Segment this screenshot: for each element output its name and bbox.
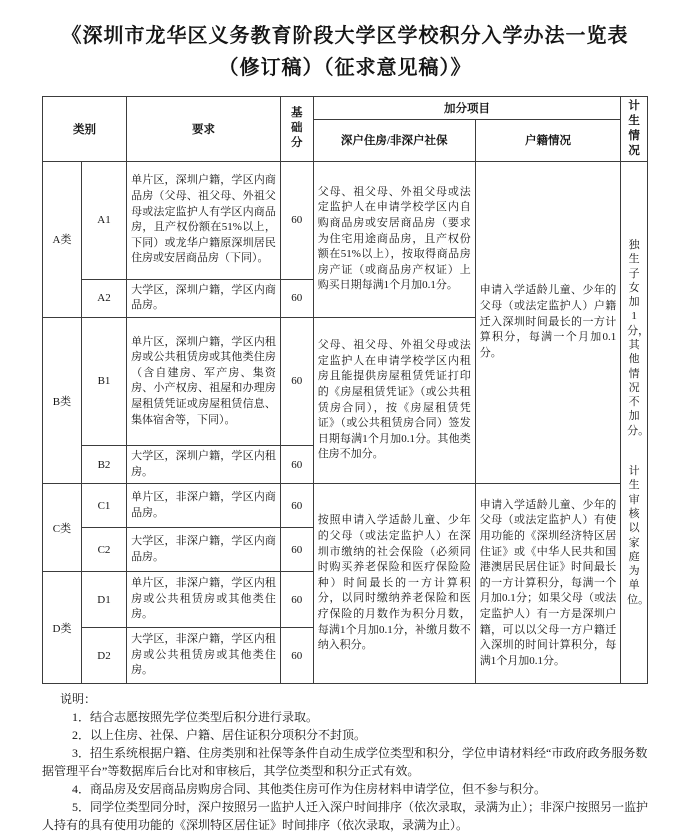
bonus-social-insurance-cd: 按照申请入学适龄儿童、少年的父母（或法定监护人）在深圳市缴纳的社会保险（必须同时购买养老保险和医疗保险险种）时间最长的一方计算积分，以同时缴纳养老保险和医疗保险的月数作为积分月数，每满1个月加0.1分，补缴月数不纳入积分。 [313, 484, 475, 684]
subcategory-b1: B1 [81, 317, 126, 445]
subcategory-a1: A1 [81, 161, 126, 279]
notes-label: 说明： [60, 692, 97, 707]
header-bonus-hukou: 户籍情况 [475, 119, 621, 161]
subcategory-a2: A2 [81, 279, 126, 317]
table-row [43, 161, 648, 279]
subcategory-d2: D2 [81, 628, 126, 684]
category-c: C类 [43, 484, 82, 572]
family-planning-text-2: 计生审核以家庭为单位。 [627, 465, 650, 606]
category-a: A类 [43, 161, 82, 317]
base-score-a1: 60 [280, 161, 313, 279]
header-requirement: 要求 [127, 97, 281, 162]
note-item-5: 5．同学位类型同分时，深户按照另一监护人迁入深户时间排序（依次录取，录满为止）；非深户按照另一监护人持有的具有使用功能的《深圳特区居住证》时间排序（依次录取，录满为止）。 [42, 800, 649, 833]
bonus-housing-a: 父母、祖父母、外祖父母或法定监护人在申请学校学区内自购商品房或安居商品房（要求为住宅用途商品房，且产权份额在51%以上），按取得商品房房产证（或商品房产权证）上购买日期每满1个月加0.1分。 [313, 161, 475, 317]
category-d: D类 [43, 572, 82, 684]
note-item-2: 2．以上住房、社保、户籍、居住证积分项积分不封顶。 [72, 728, 367, 743]
table-row [43, 484, 648, 528]
requirement-a1: 单片区，深圳户籍，学区内商品房（父母、祖父母、外祖父母或法定监护人有学区内商品房，且产权份额在51%以上，下同）或龙华户籍原深圳居民住房或安居商品房（下同）。 [127, 161, 281, 279]
requirement-c2: 大学区，非深户籍，学区内商品房。 [127, 528, 281, 572]
subcategory-d1: D1 [81, 572, 126, 628]
family-planning-cell [621, 161, 648, 683]
requirement-a2: 大学区，深圳户籍，学区内商品房。 [127, 279, 281, 317]
header-base-score: 基础分 [280, 97, 313, 162]
subcategory-b2: B2 [81, 445, 126, 483]
family-planning-text-1: 独生子女加1分，其他情况不加分。 [627, 238, 650, 437]
subcategory-c1: C1 [81, 484, 126, 528]
bonus-hukou-ab: 申请入学适龄儿童、少年的父母（或法定监护人）户籍迁入深圳时间最长的一方计算积分，每满一个月加0.1分。 [475, 161, 621, 483]
note-item-4: 4．商品房及安居商品房购房合同、其他类住房可作为住房材料申请学位，但不参与积分。 [72, 782, 547, 797]
requirement-c1: 单片区，非深户籍，学区内商品房。 [127, 484, 281, 528]
subcategory-c2: C2 [81, 528, 126, 572]
base-score-a2: 60 [280, 279, 313, 317]
header-family-planning: 计生情况 [621, 97, 648, 162]
requirement-b1: 单片区，深圳户籍，学区内租房或公共租赁房或其他类住房（含自建房、军产房、集资房、小产权房、祖屋和办理房屋租赁凭证或房屋租赁信息、集体宿舍等，下同）。 [127, 317, 281, 445]
header-bonus-items: 加分项目 [313, 97, 621, 120]
category-b: B类 [43, 317, 82, 483]
header-bonus-housing: 深户住房/非深户社保 [313, 119, 475, 161]
base-score-c1: 60 [280, 484, 313, 528]
base-score-d1: 60 [280, 572, 313, 628]
notes-section [42, 690, 648, 834]
base-score-b1: 60 [280, 317, 313, 445]
base-score-b2: 60 [280, 445, 313, 483]
base-score-c2: 60 [280, 528, 313, 572]
bonus-hukou-cd: 申请入学适龄儿童、少年的父母（或法定监护人）有使用功能的《深圳经济特区居住证》或《中华人民共和国港澳居民居住证》时间最长的一方计算积分，每满一个月加0.1分；如果父母（或法定监护人）有一方是深圳户籍，可以以父母一方户籍迁入深圳的时间计算积分，每满1个月加0.1分。 [475, 484, 621, 684]
requirement-b2: 大学区，深圳户籍，学区内租房。 [127, 445, 281, 483]
bonus-housing-b: 父母、祖父母、外祖父母或法定监护人在申请学校学区内租房且能提供房屋租赁凭证打印的《房屋租赁凭证》（或公共租赁房合同），按《房屋租赁凭证》（或公共租赁房合同）签发日期每满1个月加0.1分。其他类住房不加分。 [313, 317, 475, 483]
header-category: 类别 [43, 97, 127, 162]
note-item-1: 1．结合志愿按照先学位类型后积分进行录取。 [72, 710, 319, 725]
points-table [42, 96, 648, 684]
base-score-d2: 60 [280, 628, 313, 684]
requirement-d2: 大学区，非深户籍，学区内租房或公共租赁房或其他类住房。 [127, 628, 281, 684]
page-title: 《深圳市龙华区义务教育阶段大学区学校积分入学办法一览表（修订稿）（征求意见稿）》 [61, 25, 629, 79]
note-item-3: 3．招生系统根据户籍、住房类别和社保等条件自动生成学位类型和积分，学位申请材料经“市政府政务服务数据管理平台”等数据库后台比对和审核后，其学位类型和积分正式有效。 [42, 746, 648, 779]
requirement-d1: 单片区，非深户籍，学区内租房或公共租赁房或其他类住房。 [127, 572, 281, 628]
